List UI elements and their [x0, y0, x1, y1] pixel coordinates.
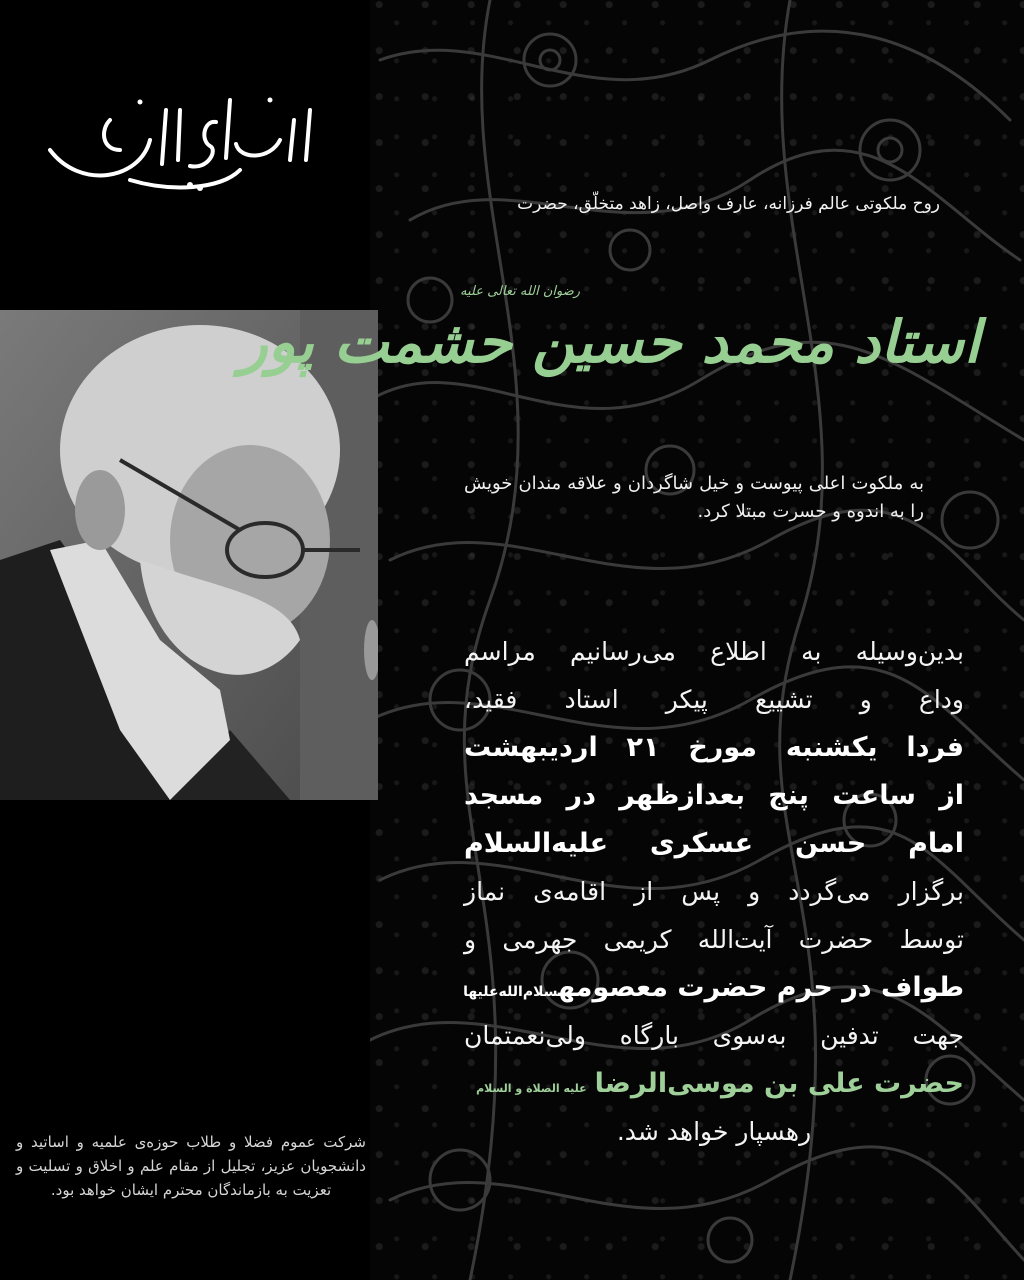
tawaf-text: طواف در حرم حضرت معصومه	[557, 972, 964, 1003]
mosque-name-line: امام حسن عسکری علیه‌السلام	[464, 828, 964, 859]
name-honorific: رضوان الله تعالی علیه	[460, 284, 581, 299]
intro-line: روح ملکوتی عالم فرزانه، عارف واصل، زاهد متخلّق، حضرت	[517, 194, 940, 214]
date-line: فردا یکشنبه مورخ ۲۱ اردیبهشت	[464, 732, 964, 763]
body-line: برگزار می‌گردد و پس از اقامه‌ی نماز	[464, 877, 964, 906]
body-line: توسط حضرت آیت‌الله کریمی جهرمی و	[464, 925, 964, 954]
closing-line: رهسپار خواهد شد.	[616, 1117, 812, 1146]
ceremony-details	[464, 628, 964, 1156]
calligraphy-icon	[40, 80, 330, 200]
portrait-icon	[0, 310, 378, 800]
quran-verse-calligraphy	[40, 80, 330, 200]
portrait-photo	[0, 310, 378, 800]
participation-note: شرکت عموم فضلا و طلاب حوزه‌ی علمیه و اساتید و دانشجویان عزیز، تجلیل از مقام علم و اخلاق و تسلیت و تعزیت به بازماندگان محترم ایشان خواهد بود.	[16, 1133, 366, 1199]
tawaf-line	[464, 964, 964, 1012]
passing-announcement: به ملکوت اعلی پیوست و خیل شاگردان و علاقه مندان خویش را به اندوه و حسرت مبتلا کرد.	[464, 473, 924, 522]
imam-reza-name: حضرت علی بن موسی‌الرضا	[594, 1068, 964, 1099]
deceased-name: استاد محمد حسین حشمت پور	[239, 308, 980, 376]
body-line: بدین‌وسیله به اطلاع می‌رسانیم مراسم	[464, 637, 964, 666]
body-line: جهت تدفین به‌سوی بارگاه ولی‌نعمتمان	[464, 1021, 964, 1050]
reza-honorific: علیه الصلاة و السلام	[476, 1082, 587, 1095]
masumeh-honorific: سلام‌الله‌علیها	[463, 984, 558, 1000]
imam-reza-line	[464, 1060, 964, 1108]
deceased-name-block	[239, 270, 1000, 410]
body-line: وداع و تشییع پیکر استاد فقید،	[464, 685, 964, 714]
time-location-line: از ساعت پنج بعدازظهر در مسجد	[464, 780, 964, 811]
